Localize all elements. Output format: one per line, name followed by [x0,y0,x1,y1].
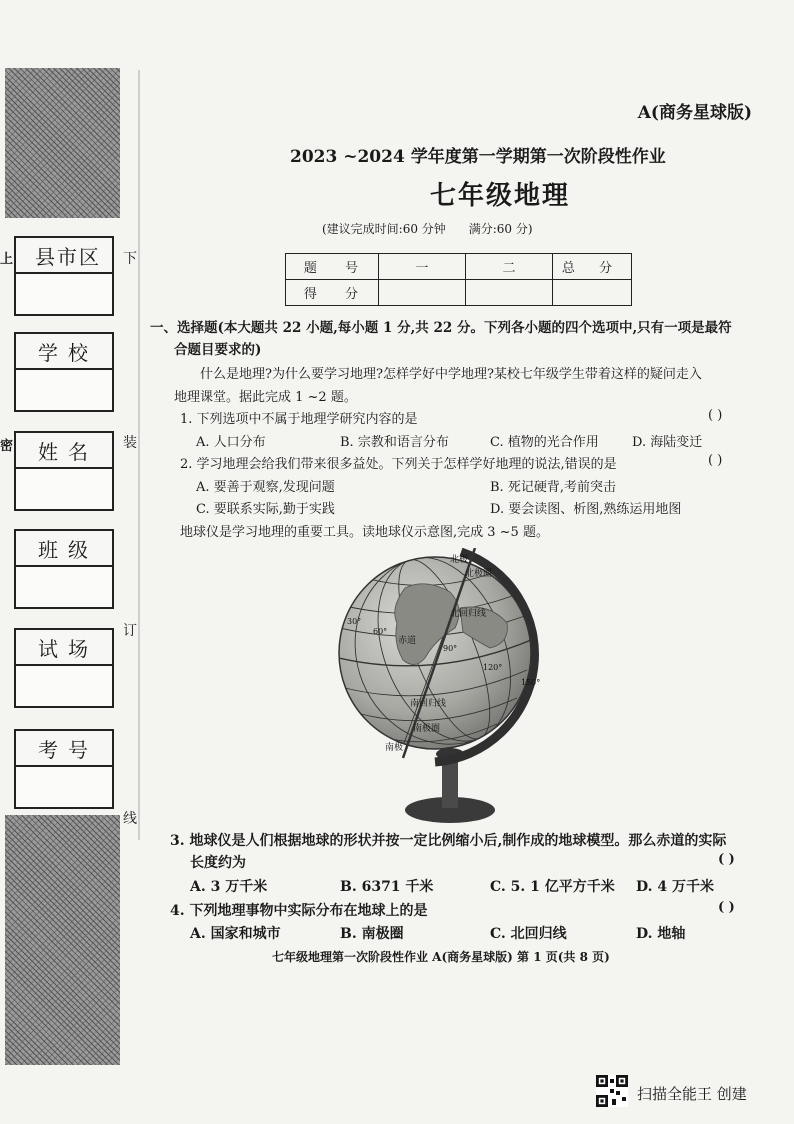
label-tropic-cancer: 北回归线 [450,609,487,619]
score-table-cell: 一 [379,254,466,280]
exam-info: (建议完成时间:60 分钟 满分:60 分) [322,222,533,236]
q2-stem: 2. 学习地理会给我们带来很多益处。下列关于怎样学好地理的说法,错误的是 [180,457,617,472]
intro-line1: 什么是地理?为什么要学习地理?怎样学好中学地理?某校七年级学生带着这样的疑问走入 [200,367,702,382]
q3-option-c: C. 5. 1 亿平方千米 [490,879,615,895]
score-input-total[interactable] [553,280,632,306]
label-equator: 赤道 [398,636,417,646]
globe-svg [285,548,585,833]
score-table-cell: 总 分 [553,254,632,280]
q3-option-b: B. 6371 千米 [340,879,434,895]
qr-code-icon [596,1075,628,1107]
field-exam-room [14,628,114,708]
q3-stem-line1: 3. 地球仪是人们根据地球的形状并按一定比例缩小后,制作成的地球模型。那么赤道的实际 [170,833,727,849]
field-class-box[interactable] [14,565,114,609]
label-arctic-circle: 北极圈 [465,569,493,579]
binding-line [138,70,140,840]
field-school-box[interactable] [14,368,114,412]
q4-option-c: C. 北回归线 [490,926,567,942]
edge-char-shang: 上 [0,252,14,267]
binding-char-xia: 下 [123,251,137,267]
scanner-watermark: 扫描全能王 创建 [637,1085,747,1103]
label-lon-150: 150° [521,678,541,687]
subject-title: 七年级地理 [430,181,571,211]
section1-heading-line2: 合题目要求的) [174,342,262,358]
label-lon-30: 30° [347,617,362,626]
q3-option-d: D. 4 万千米 [636,879,715,895]
score-table-cell: 二 [466,254,553,280]
field-name-box[interactable] [14,467,114,511]
field-name-label: 姓名 [14,431,114,467]
field-class [14,529,114,609]
score-input-section2[interactable] [466,280,553,306]
score-table-cell: 题 号 [286,254,379,280]
binding-hatch-top [5,68,120,218]
page-footer: 七年级地理第一次阶段性作业 A(商务星球版) 第 1 页(共 8 页) [272,950,610,964]
label-antarctic-circle: 南极圈 [413,724,441,734]
section1-heading-line1: 一、选择题(本大题共 22 小题,每小题 1 分,共 22 分。下列各小题的四个选项中,只有一项是最符 [150,320,732,336]
q4-option-b: B. 南极圈 [340,926,404,942]
q4-answer-blank[interactable]: ( ) [718,900,735,915]
q2-option-c: C. 要联系实际,勤于实践 [196,502,335,517]
score-input-section1[interactable] [379,280,466,306]
label-tropic-capricorn: 南回归线 [410,699,447,709]
intro-line2: 地理课堂。据此完成 1 ~2 题。 [174,390,357,405]
label-lon-90: 90° [443,644,458,653]
q1-option-d: D. 海陆变迁 [632,435,703,450]
field-exam-number-label: 考号 [14,729,114,765]
score-table-header-row [286,254,632,280]
field-exam-number-box[interactable] [14,765,114,809]
field-county [14,236,114,316]
field-exam-number [14,729,114,809]
q1-option-c: C. 植物的光合作用 [490,435,599,450]
field-county-label: 县市区 [14,236,114,272]
field-exam-room-box[interactable] [14,664,114,708]
q1-answer-blank[interactable]: ( ) [708,408,723,423]
q1-stem: 1. 下列选项中不属于地理学研究内容的是 [180,412,418,427]
label-lon-60: 60° [373,627,388,636]
q3-answer-blank[interactable]: ( ) [718,852,735,867]
binding-char-zhuang: 装 [123,435,137,451]
field-class-label: 班级 [14,529,114,565]
score-table [285,253,632,306]
globe-intro: 地球仪是学习地理的重要工具。读地球仪示意图,完成 3 ~5 题。 [180,525,549,540]
q4-option-a: A. 国家和城市 [190,926,281,942]
field-name [14,431,114,511]
label-lon-120: 120° [483,663,503,672]
q3-option-a: A. 3 万千米 [190,879,268,895]
binding-char-xian: 线 [123,811,137,827]
q3-stem-line2: 长度约为 [190,855,246,871]
label-south-pole: 南极 [385,743,404,753]
q2-answer-blank[interactable]: ( ) [708,453,723,468]
term-title: 2023 ~2024 学年度第一学期第一次阶段性作业 [290,147,666,167]
label-north-pole: 北极 [450,555,469,565]
q4-option-d: D. 地轴 [636,926,686,942]
binding-hatch-bottom [5,815,120,1065]
field-exam-room-label: 试场 [14,628,114,664]
q2-option-d: D. 要会读图、析图,熟练运用地图 [490,502,682,517]
q2-option-a: A. 要善于观察,发现问题 [196,480,335,495]
binding-char-ding: 订 [123,623,137,639]
edition-label: A(商务星球版) [637,103,752,123]
edge-char-mi: 密 [0,439,14,454]
q4-stem: 4. 下列地理事物中实际分布在地球上的是 [170,903,428,919]
field-school-label: 学校 [14,332,114,368]
score-table-score-row [286,280,632,306]
globe-figure [285,548,585,833]
score-table-cell: 得 分 [286,280,379,306]
q2-option-b: B. 死记硬背,考前突击 [490,480,616,495]
field-school [14,332,114,412]
q1-option-a: A. 人口分布 [196,435,266,450]
q1-option-b: B. 宗教和语言分布 [340,435,449,450]
field-county-box[interactable] [14,272,114,316]
